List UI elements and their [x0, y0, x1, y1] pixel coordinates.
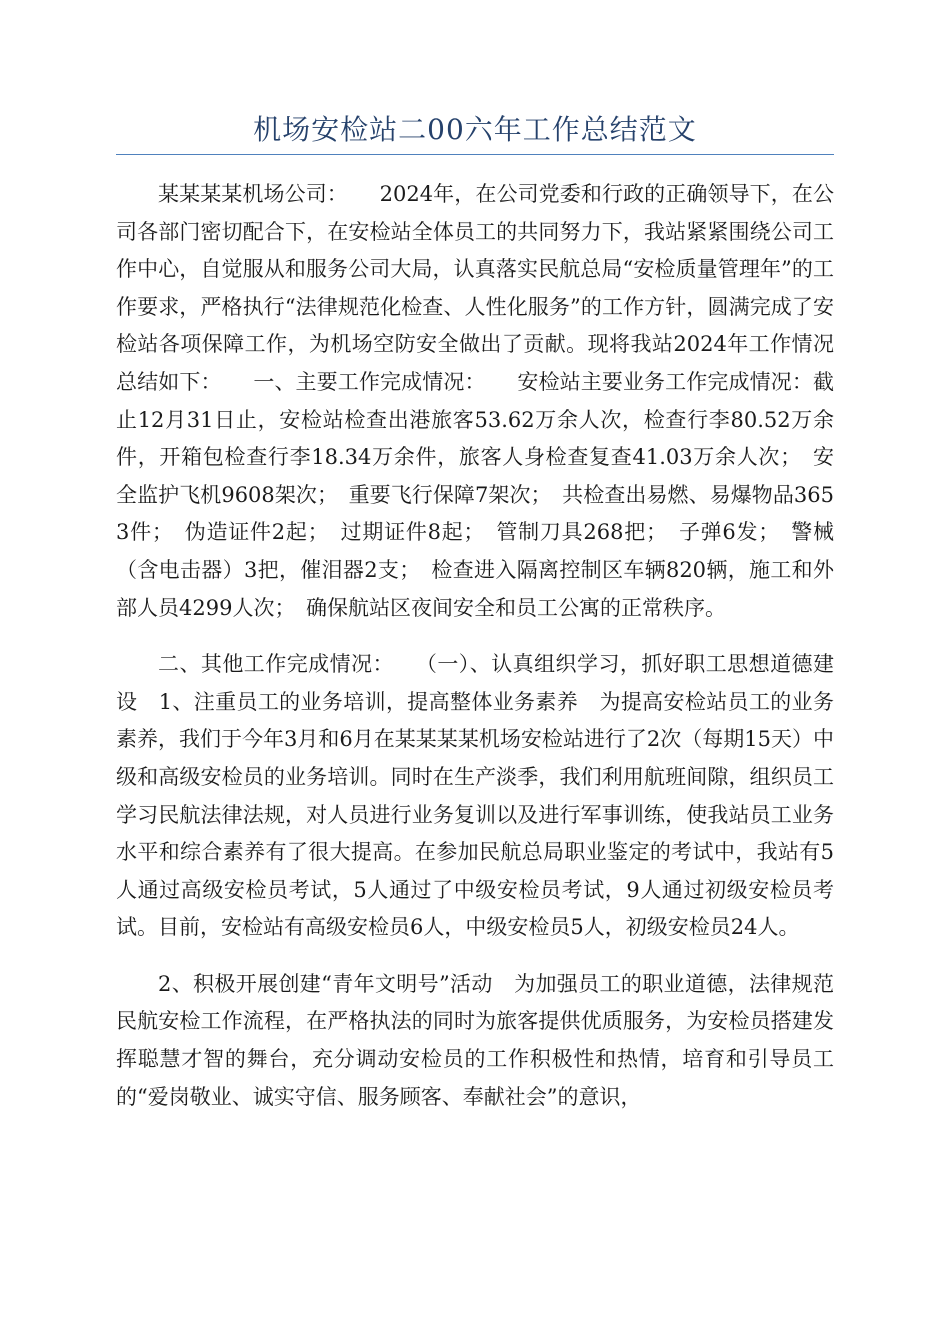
title-underline — [116, 154, 834, 155]
paragraph-main-work: 某某某某机场公司： 2024年，在公司党委和行政的正确领导下，在公司各部门密切配合下，在安检站全体员工的共同努力下，我站紧紧围绕公司工作中心，自觉服从和服务公司大局，认真落实民航总局“安检质量管理年”的工作要求，严格执行“法律规范化检查、人性化服务”的工作方针，圆满完成了安检站各项保障工作，为机场空防安全做出了贡献。现将我站2024年工作情况总结如下： 一、主要工作完成情况： 安检站主要业务工作完成情况：截止12月31日止，安检站检查出港旅客53.62万余人次，检查行李80.52万余件，开箱包检查行李18.34万余件，旅客人身检查复查41.03万余人次； 安全监护飞机9608架次； 重要飞行保障7架次； 共检查出易燃、易爆物品3653件； 伪造证件2起； 过期证件8起； 管制刀具268把； 子弹6发； 警械（含电击器）3把，催泪器2支； 检查进入隔离控制区车辆820辆，施工和外部人员4299人次； 确保航站区夜间安全和员工公寓的正常秩序。 — [116, 182, 834, 620]
paragraph-youth-civilization: 2、积极开展创建“青年文明号”活动 为加强员工的职业道德，法律规范民航安检工作流程，在严格执法的同时为旅客提供优质服务，为安检员搭建发挥聪慧才智的舞台，充分调动安检员的工作积极性和热情，培育和引导员工的“爱岗敬业、诚实守信、服务顾客、奉献社会”的意识， — [116, 971, 834, 1109]
document-body — [116, 176, 834, 1116]
paragraph-other-work: 二、其他工作完成情况： （一）、认真组织学习，抓好职工思想道德建设 1、注重员工的业务培训，提高整体业务素养 为提高安检站员工的业务素养，我们于今年3月和6月在某某某某机场安检站进行了2次（每期15天）中级和高级安检员的业务培训。同时在生产淡季，我们利用航班间隙，组织员工学习民航法律法规，对人员进行业务复训以及进行军事训练，使我站员工业务水平和综合素养有了很大提高。在参加民航总局职业鉴定的考试中，我站有5人通过高级安检员考试，5人通过了中级安检员考试，9人通过初级安检员考试。目前，安检站有高级安检员6人，中级安检员5人，初级安检员24人。 — [116, 652, 834, 940]
document-title: 机场安检站二00六年工作总结范文 — [253, 113, 697, 146]
